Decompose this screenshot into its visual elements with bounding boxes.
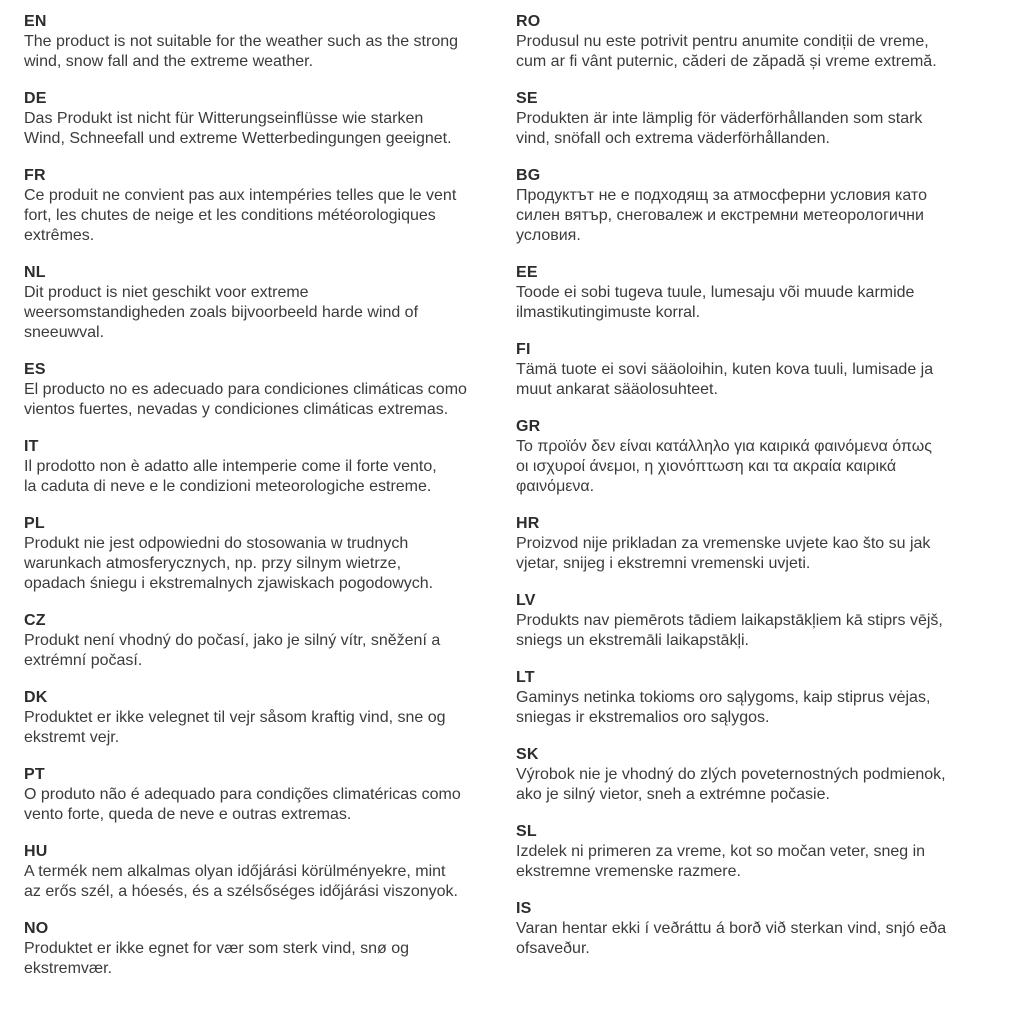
warning-text-line: sneeuwval.: [24, 324, 105, 341]
warning-text-line: cum ar fi vânt puternic, căderi de zăpadă și vreme extremă.: [516, 53, 937, 70]
warning-text-line: vento forte, queda de neve e outras extremas.: [24, 806, 352, 823]
warning-text-line: Toode ei sobi tugeva tuule, lumesaju või muude karmide: [516, 284, 915, 301]
lang-block-no: [24, 919, 506, 979]
warning-text-line: vind, snöfall och extrema väderförhållanden.: [516, 130, 830, 147]
warning-text-line: Produktet er ikke velegnet til vejr såsom kraftig vind, sne og: [24, 709, 446, 726]
lang-code-dk: DK: [24, 689, 48, 706]
lang-code-no: NO: [24, 920, 49, 937]
lang-code-lv: LV: [516, 592, 536, 609]
lang-block-sk: [516, 745, 998, 805]
lang-code-pl: PL: [24, 515, 45, 532]
lang-block-nl: [24, 263, 506, 343]
lang-block-is: [516, 899, 998, 959]
warning-text-line: A termék nem alkalmas olyan időjárási körülményekre, mint: [24, 863, 446, 880]
lang-code-cz: CZ: [24, 612, 46, 629]
warning-text-line: Gaminys netinka tokioms oro sąlygoms, kaip stiprus vėjas,: [516, 689, 931, 706]
lang-code-gr: GR: [516, 418, 541, 435]
warning-text-line: ekstremt vejr.: [24, 729, 120, 746]
lang-code-es: ES: [24, 361, 46, 378]
warning-text-line: The product is not suitable for the weather such as the strong: [24, 33, 459, 50]
lang-block-lt: [516, 668, 998, 728]
lang-block-fi: [516, 340, 998, 400]
warning-text-line: ofsaveður.: [516, 940, 590, 957]
lang-block-pt: [24, 765, 506, 825]
warning-text-line: Tämä tuote ei sovi sääoloihin, kuten kova tuuli, lumisade ja: [516, 361, 934, 378]
lang-block-gr: [516, 417, 998, 497]
lang-block-dk: [24, 688, 506, 748]
warning-text-line: οι ισχυροί άνεμοι, η χιονόπτωση και τα ακραία καιρικά: [516, 458, 897, 475]
warning-text-line: Izdelek ni primeren za vreme, kot so močan veter, sneg in: [516, 843, 926, 860]
warning-text-line: fort, les chutes de neige et les conditions météorologiques: [24, 207, 436, 224]
warning-text-line: Dit product is niet geschikt voor extreme: [24, 284, 309, 301]
lang-block-se: [516, 89, 998, 149]
lang-block-es: [24, 360, 506, 420]
warning-text-line: Varan hentar ekki í veðráttu á borð við sterkan vind, snjó eða: [516, 920, 947, 937]
warning-text-line: vientos fuertes, nevadas y condiciones climáticas extremas.: [24, 401, 449, 418]
lang-block-de: [24, 89, 506, 149]
lang-code-ro: RO: [516, 13, 541, 30]
lang-code-lt: LT: [516, 669, 535, 686]
warning-text-line: warunkach atmosferycznych, np. przy silnym wietrze,: [24, 555, 402, 572]
lang-block-sl: [516, 822, 998, 882]
warning-text-line: wind, snow fall and the extreme weather.: [24, 53, 314, 70]
warning-text-line: ako je silný vietor, sneh a extrémne počasie.: [516, 786, 830, 803]
lang-code-bg: BG: [516, 167, 541, 184]
warning-text-line: Ce produit ne convient pas aux intempéries telles que le vent: [24, 187, 457, 204]
warning-text-line: Produkts nav piemērots tādiem laikapstākļiem kā stiprs vējš,: [516, 612, 943, 629]
left-column: [24, 12, 506, 996]
warning-text-line: Продуктът не е подходящ за атмосферни условия като: [516, 187, 927, 204]
lang-block-pl: [24, 514, 506, 594]
warning-text-line: El producto no es adecuado para condiciones climáticas como: [24, 381, 467, 398]
warning-text-line: sniegs un ekstremāli laikapstākļi.: [516, 632, 749, 649]
warning-text-line: φαινόμενα.: [516, 478, 595, 495]
warning-text-line: Wind, Schneefall und extreme Wetterbedingungen geeignet.: [24, 130, 452, 147]
warning-text-line: условия.: [516, 227, 581, 244]
warning-text-line: Das Produkt ist nicht für Witterungseinflüsse wie starken: [24, 110, 424, 127]
warning-text-line: Proizvod nije prikladan za vremenske uvjete kao što su jak: [516, 535, 931, 552]
lang-code-nl: NL: [24, 264, 46, 281]
lang-code-ee: EE: [516, 264, 538, 281]
warning-text-line: extrémní počasí.: [24, 652, 143, 669]
warning-text-line: Το προϊόν δεν είναι κατάλληλο για καιρικά φαινόμενα όπως: [516, 438, 932, 455]
lang-code-fr: FR: [24, 167, 46, 184]
warning-text-line: ekstremne vremenske razmere.: [516, 863, 741, 880]
lang-code-is: IS: [516, 900, 532, 917]
warning-text-line: Il prodotto non è adatto alle intemperie come il forte vento,: [24, 458, 437, 475]
lang-code-hu: HU: [24, 843, 48, 860]
lang-code-sk: SK: [516, 746, 539, 763]
warning-text-line: az erős szél, a hóesés, és a szélsőséges időjárási viszonyok.: [24, 883, 458, 900]
lang-code-fi: FI: [516, 341, 531, 358]
warning-text-line: muut ankarat sääolosuhteet.: [516, 381, 718, 398]
lang-code-de: DE: [24, 90, 47, 107]
warning-text-line: Produktet er ikke egnet for vær som sterk vind, snø og: [24, 940, 410, 957]
warning-text-line: Produsul nu este potrivit pentru anumite condiții de vreme,: [516, 33, 929, 50]
lang-block-lv: [516, 591, 998, 651]
lang-block-hr: [516, 514, 998, 574]
lang-block-fr: [24, 166, 506, 246]
lang-block-it: [24, 437, 506, 497]
lang-block-hu: [24, 842, 506, 902]
lang-code-hr: HR: [516, 515, 540, 532]
lang-block-cz: [24, 611, 506, 671]
lang-block-ro: [516, 12, 998, 72]
lang-block-bg: [516, 166, 998, 246]
lang-code-it: IT: [24, 438, 39, 455]
warning-text-line: силен вятър, снеговалеж и екстремни метеорологични: [516, 207, 924, 224]
lang-block-ee: [516, 263, 998, 323]
lang-code-se: SE: [516, 90, 538, 107]
warning-text-line: ilmastikutingimuste korral.: [516, 304, 701, 321]
warning-text-line: weersomstandigheden zoals bijvoorbeeld harde wind of: [24, 304, 419, 321]
warning-text-line: Výrobok nie je vhodný do zlých poveternostných podmienok,: [516, 766, 946, 783]
warning-text-line: sniegas ir ekstremalios oro sąlygos.: [516, 709, 770, 726]
lang-block-en: [24, 12, 506, 72]
right-column: [516, 12, 998, 996]
lang-code-pt: PT: [24, 766, 45, 783]
lang-code-en: EN: [24, 13, 47, 30]
warning-text-line: la caduta di neve e le condizioni meteorologiche estreme.: [24, 478, 432, 495]
warning-text-line: opadach śniegu i ekstremalnych zjawiskach pogodowych.: [24, 575, 434, 592]
lang-code-sl: SL: [516, 823, 537, 840]
warning-text-line: extrêmes.: [24, 227, 95, 244]
warning-text-line: Produkt není vhodný do počasí, jako je silný vítr, sněžení a: [24, 632, 441, 649]
warning-text-line: O produto não é adequado para condições climatéricas como: [24, 786, 461, 803]
warning-text-line: Produkt nie jest odpowiedni do stosowania w trudnych: [24, 535, 409, 552]
warning-text-line: ekstremvær.: [24, 960, 113, 977]
warning-text-line: Produkten är inte lämplig för väderförhållanden som stark: [516, 110, 923, 127]
warning-text-line: vjetar, snijeg i ekstremni vremenski uvjeti.: [516, 555, 811, 572]
